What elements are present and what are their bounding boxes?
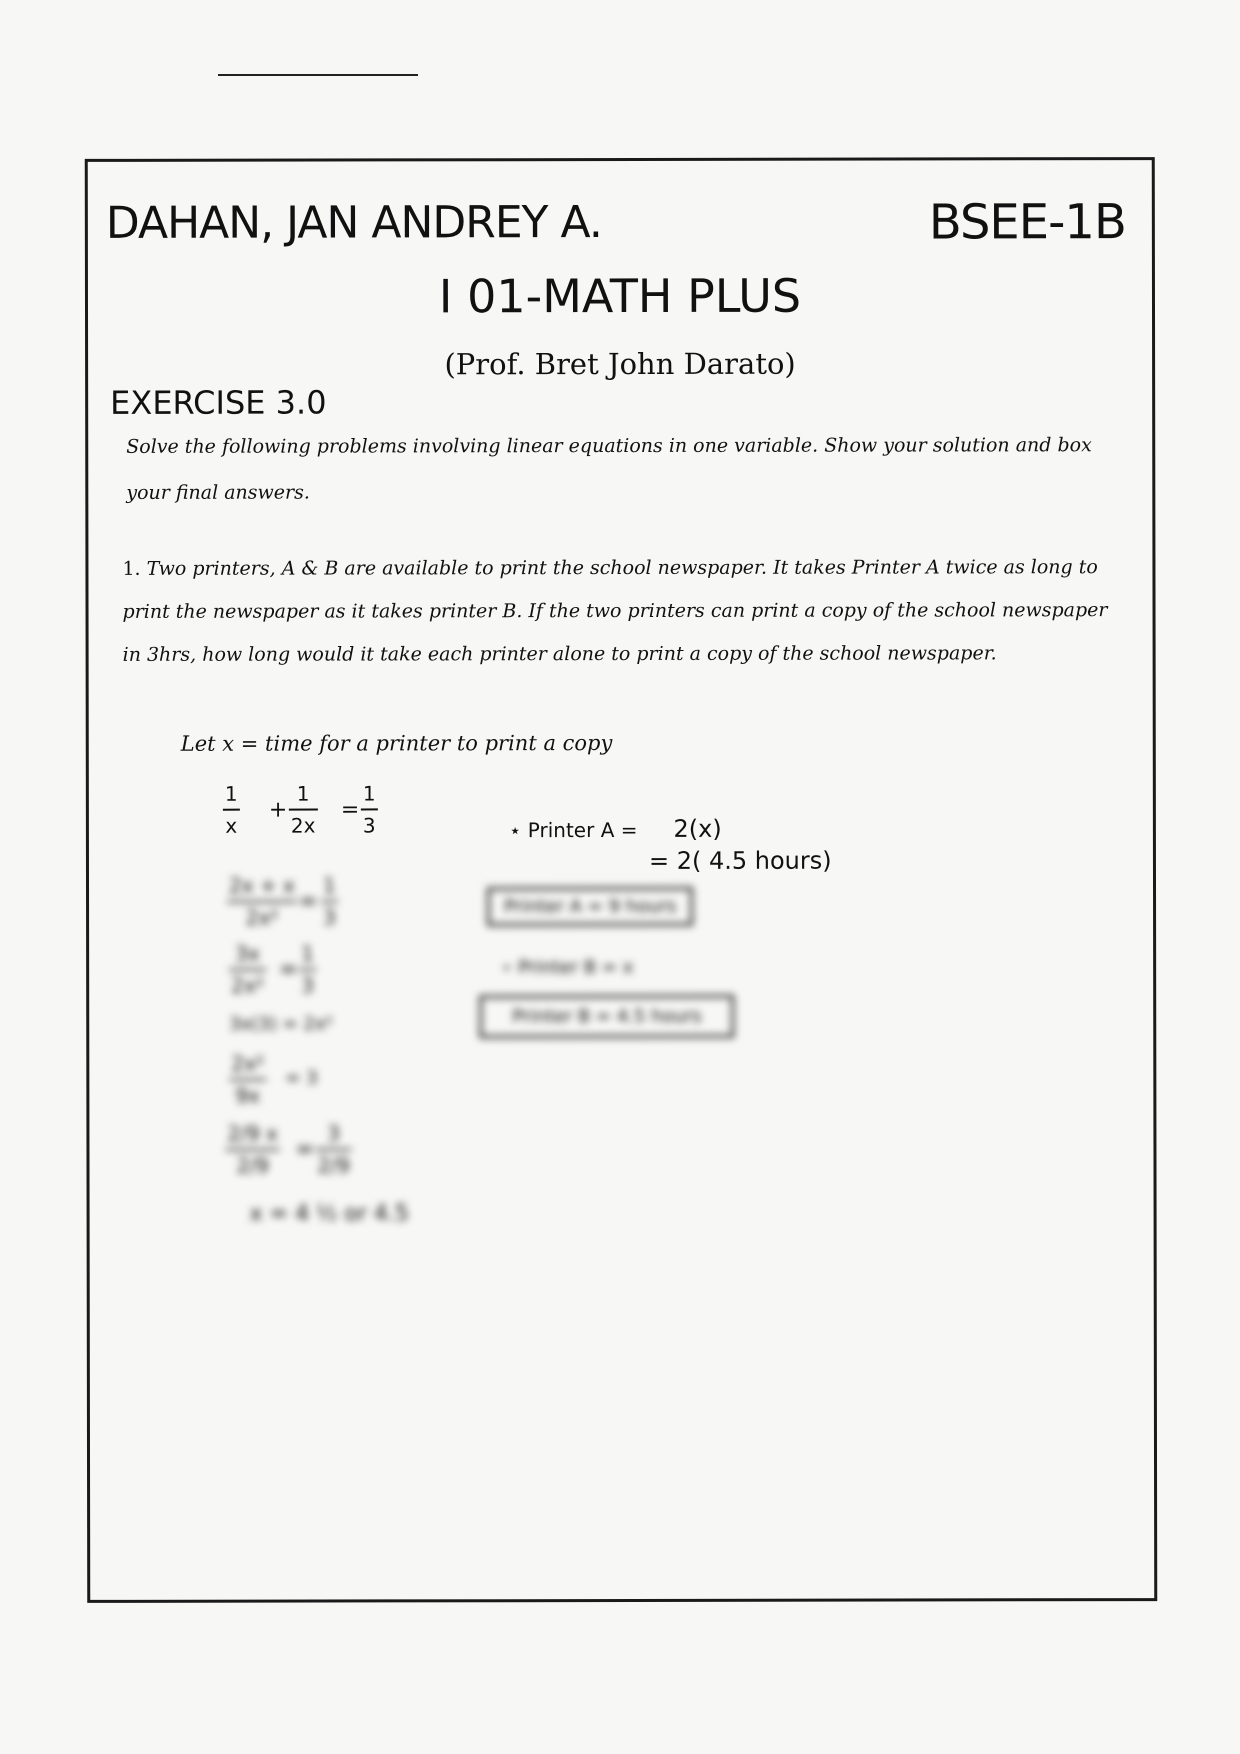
worksheet-page <box>85 157 1158 1603</box>
printer-a-expression: ⋆ Printer A = 2(x) <box>508 814 722 843</box>
step-6-rhs: 3 2/9 <box>315 1121 351 1177</box>
fraction-1-over-3: 1 3 <box>362 781 376 838</box>
printer-b-answer-box: Printer B = 4.5 hours <box>479 995 735 1038</box>
equals-sign: = <box>340 797 360 823</box>
student-name: DAHAN, JAN ANDREY A. <box>105 197 602 249</box>
step-3-lhs: 3x 2x² <box>229 942 266 998</box>
problem-text: Two printers, A & B are available to print the school newspaper. It takes Printer A twice as long to print the newspaper as it takes printer B. If the two printers can print a copy of the school newspaper in 3hrs, how long would it take each printer alone to print a copy of the school newspaper. <box>122 556 1108 666</box>
printer-a-answer-box: Printer A = 9 hours <box>487 887 693 926</box>
problem-number: 1. <box>122 557 141 580</box>
plus-sign: + <box>268 797 288 823</box>
section-label: BSEE-1B <box>928 194 1126 251</box>
problem-1 <box>122 546 1122 677</box>
exercise-title: EXERCISE 3.0 <box>110 383 327 422</box>
step-3-equals: = <box>279 957 298 983</box>
step-3-rhs: 1 3 <box>301 941 314 998</box>
step-4: 3x(3) = 2x² <box>229 1013 333 1035</box>
step-6-equals: = <box>295 1137 314 1163</box>
step-2-lhs: 2x + x 2x² <box>227 874 297 930</box>
course-title: I 01-MATH PLUS <box>438 268 802 324</box>
step-7-result: x = 4 ½ or 4.5 <box>249 1201 409 1227</box>
step-2-rhs: 1 3 <box>322 873 336 930</box>
let-statement: Let x = time for a printer to print a copy <box>180 731 613 756</box>
professor-name: (Prof. Bret John Darato) <box>444 346 796 382</box>
step-5-lhs: 2x² 9x <box>229 1052 266 1108</box>
fraction-1-over-2x: 1 2x <box>289 782 318 838</box>
printer-a-substitution: = 2( 4.5 hours) <box>648 846 832 875</box>
step-5-rhs: = 3 <box>285 1067 318 1089</box>
step-6-lhs: 2/9 x 2/9 <box>225 1122 279 1178</box>
printer-b-expression: ⋆ Printer B = x <box>501 956 634 979</box>
top-margin-line <box>218 74 418 76</box>
fraction-1-over-x: 1 x <box>223 782 240 838</box>
step-2-equals: = <box>299 889 318 915</box>
instructions: Solve the following problems involving linear equations in one variable. Show your solution and box your final answers. <box>126 434 1092 504</box>
